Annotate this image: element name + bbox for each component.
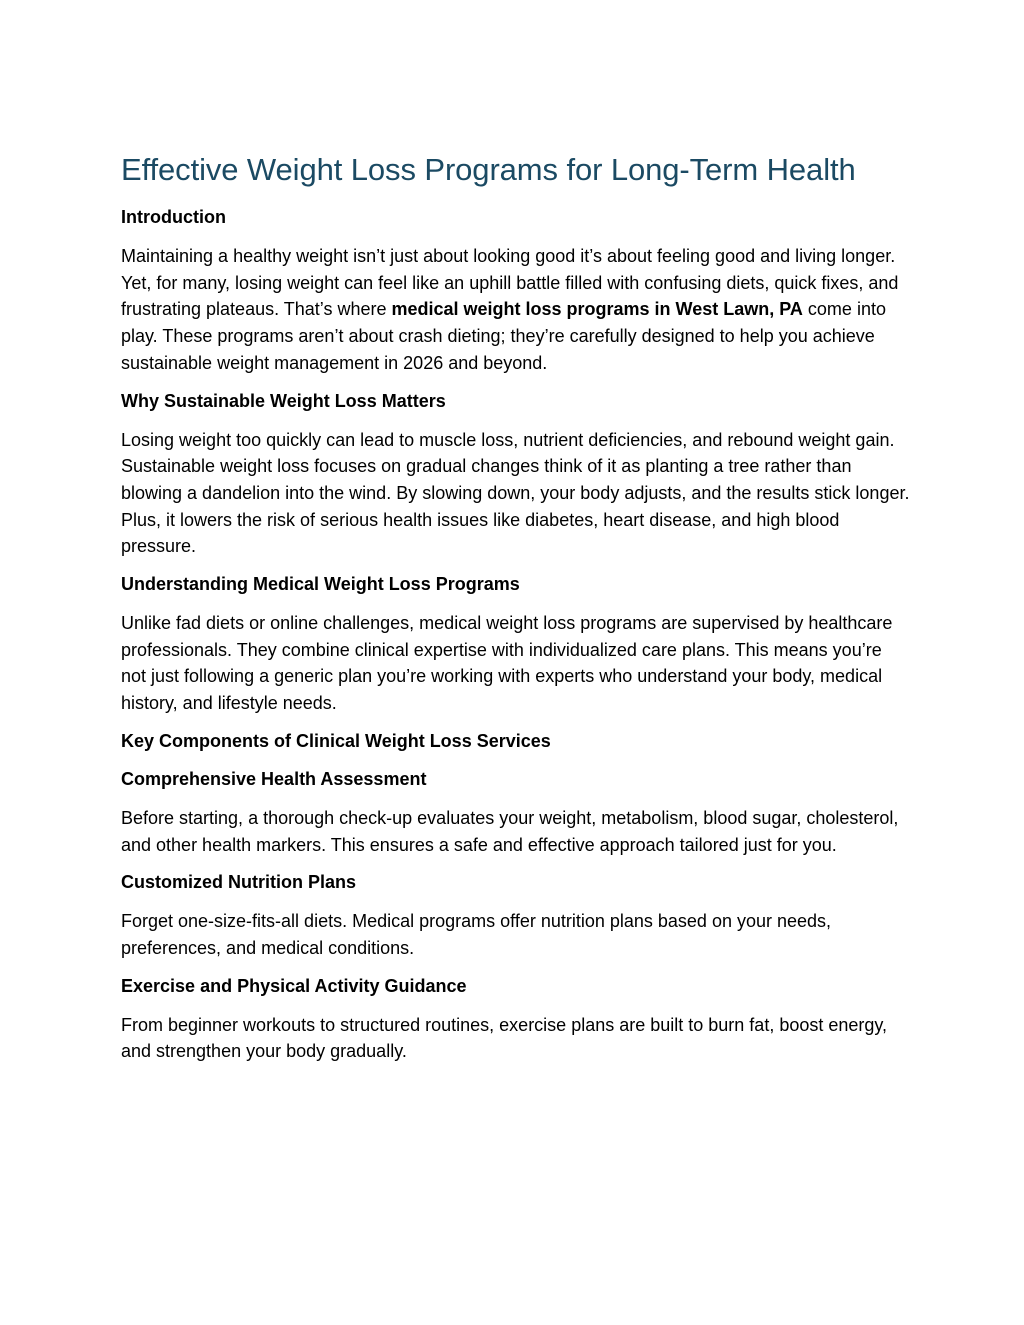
document-title: Effective Weight Loss Programs for Long-Term Health xyxy=(121,152,856,187)
section-paragraph: From beginner workouts to structured routines, exercise plans are built to burn fat, boost energy, and strengthen your body gradually. xyxy=(121,1014,888,1062)
bold-keyword: medical weight loss programs in West Lawn, PA xyxy=(391,299,803,320)
section-heading: Key Components of Clinical Weight Loss Services xyxy=(121,730,551,751)
section-introduction xyxy=(121,205,911,377)
section-paragraph: Unlike fad diets or online challenges, medical weight loss programs are supervised by healthcare professionals. They combine clinical expertise with individualized care plans. This means you’re not just following a generic plan you’re working with experts who understand your body, medical history, and lifestyle needs. xyxy=(121,613,893,714)
section-key-components xyxy=(121,729,911,753)
section-health-assessment xyxy=(121,767,911,858)
section-heading: Why Sustainable Weight Loss Matters xyxy=(121,390,446,411)
section-paragraph: Before starting, a thorough check-up evaluates your weight, metabolism, blood sugar, cholesterol, and other health markers. This ensures a safe and effective approach tailored just for you. xyxy=(121,807,899,855)
section-heading: Customized Nutrition Plans xyxy=(121,872,357,893)
section-paragraph: Forget one-size-fits-all diets. Medical programs offer nutrition plans based on your needs, preferences, and medical conditions. xyxy=(121,911,832,958)
section-exercise-guidance xyxy=(121,974,911,1065)
paragraph-text: come into play. These programs aren’t about crash dieting; they’re carefully designed to help you achieve sustainable weight management in 2026 and beyond. xyxy=(121,299,886,373)
document-page xyxy=(121,148,911,1077)
section-nutrition-plans xyxy=(121,870,911,961)
section-heading: Introduction xyxy=(121,207,226,227)
section-paragraph xyxy=(121,243,911,377)
section-heading: Exercise and Physical Activity Guidance xyxy=(121,975,467,996)
section-paragraph: Losing weight too quickly can lead to muscle loss, nutrient deficiencies, and rebound weight gain. Sustainable weight loss focuses on gradual changes think of it as planting a tree rather than blowing a dandelion into the wind. By slowing down, your body adjusts, and the results stick longer. Plus, it lowers the risk of serious health issues like diabetes, heart disease, and high blood pressure. xyxy=(121,429,910,557)
section-heading: Understanding Medical Weight Loss Programs xyxy=(121,574,520,595)
section-understanding-programs xyxy=(121,572,911,717)
section-heading: Comprehensive Health Assessment xyxy=(121,768,427,789)
paragraph-text: Maintaining a healthy weight isn’t just about looking good it’s about feeling good and living longer. Yet, for many, losing weight can feel like an uphill battle filled with confusing diets, quick fixes, and frustrating plateaus. That’s where xyxy=(121,246,899,320)
section-why-sustainable xyxy=(121,389,911,561)
